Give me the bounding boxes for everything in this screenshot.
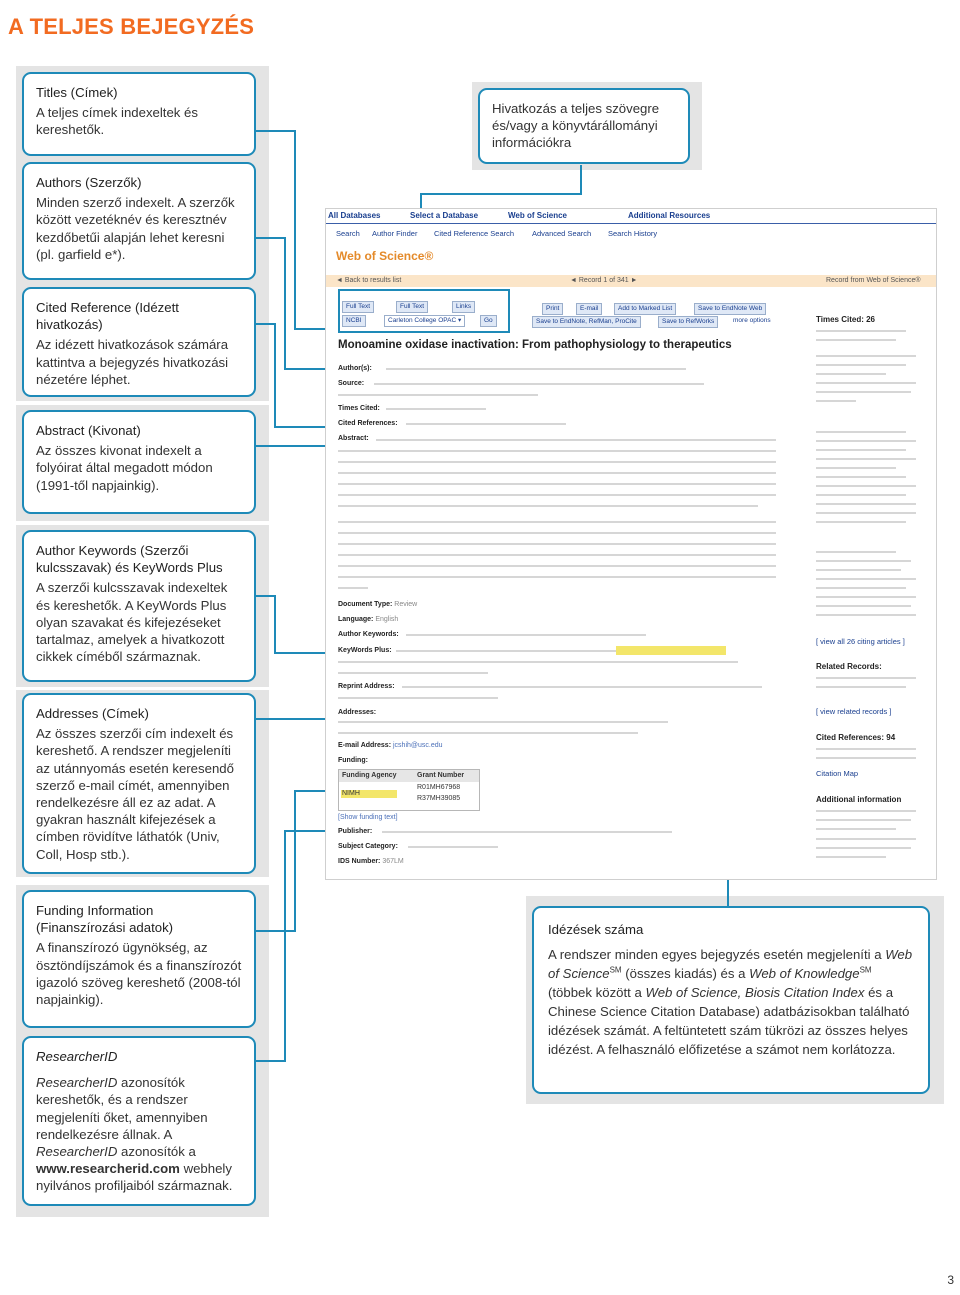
subject-line	[408, 846, 498, 848]
abstract-line-13	[338, 576, 776, 578]
side-cite-3-line-4	[816, 578, 916, 580]
side-cite-1-line-1	[816, 355, 916, 357]
publisher-row	[338, 828, 372, 835]
grant-number-2: R37MH39085	[417, 795, 461, 802]
author-keywords-row	[338, 631, 399, 638]
email-row	[338, 742, 443, 749]
abstract-line-7	[338, 505, 758, 507]
side-add-1-line-2	[816, 819, 911, 821]
side-cited-note-line-2	[816, 757, 916, 759]
side-cite-2-line-9	[816, 503, 916, 505]
publisher-line	[382, 831, 672, 833]
card-keywords	[22, 530, 256, 682]
citations-wok: Web of Knowledge	[749, 966, 860, 981]
researcherid-link[interactable]: www.researcherid.com	[36, 1161, 180, 1177]
side-cite-2-line-5	[816, 467, 896, 469]
tab-additional-resources[interactable]: Additional Resources	[628, 211, 711, 220]
connector-keywords	[255, 595, 275, 597]
side-cite-3-line-2	[816, 560, 911, 562]
record-title: Monoamine oxidase inactivation: From pathophysiology to therapeutics	[338, 339, 732, 351]
side-times-note-line-2	[816, 339, 896, 341]
endnote-web-button[interactable]: Save to EndNote Web	[694, 303, 766, 315]
reprint-line-1	[402, 686, 762, 688]
abstract-line-9	[338, 532, 776, 534]
card-researcherid-heading: ResearcherID	[36, 1049, 118, 1064]
subject-row	[338, 843, 398, 850]
kwplus-row	[338, 647, 392, 654]
kwplus-line-2	[338, 661, 738, 663]
record-position: ◄ Record 1 of 341 ►	[570, 277, 638, 284]
tab-select-database[interactable]: Select a Database	[410, 211, 479, 220]
email-button[interactable]: E-mail	[576, 303, 602, 315]
kwplus-line-1	[396, 650, 616, 652]
funding-row	[338, 757, 368, 764]
grant-number-1: R01MH67968	[417, 784, 461, 791]
side-cite-2-line-2	[816, 440, 916, 442]
abstract-line-6	[338, 494, 776, 496]
abstract-line-1	[376, 439, 776, 441]
card-authors-body: Minden szerző indexelt. A szerzők között vezetéknév és keresztnév kezdőbetűi alapján lehet keresni (pl. garfield e*).	[36, 195, 235, 262]
side-cite-1-line-6	[816, 400, 856, 402]
print-button[interactable]: Print	[542, 303, 563, 315]
card-cited-heading: Cited Reference (Idézett hivatkozás)	[36, 300, 179, 333]
links-highlight	[338, 289, 510, 333]
side-cite-1-line-4	[816, 382, 916, 384]
doctype-value: Review	[394, 601, 418, 608]
connector-funding	[255, 930, 295, 932]
abstract-line-14	[338, 587, 368, 589]
side-cite-2-line-7	[816, 485, 916, 487]
page-title: A TELJES BEJEGYZÉS	[8, 14, 255, 39]
abstract-line-5	[338, 483, 776, 485]
cited-refs-row	[338, 420, 398, 427]
card-researcherid-body	[36, 1074, 242, 1194]
side-related-heading: Related Records:	[816, 662, 882, 671]
language-label: Language:	[338, 616, 374, 623]
card-citations-body	[548, 945, 914, 1059]
reprint-label: Reprint Address:	[338, 683, 395, 690]
connector-authors	[255, 237, 285, 239]
language-row	[338, 616, 398, 623]
abstract-line-12	[338, 565, 776, 567]
card-funding	[22, 890, 256, 1028]
researcherid-text-2: azonosítók a	[117, 1144, 196, 1160]
side-times-note-line-1	[816, 330, 906, 332]
researcherid-term-1: ResearcherID	[36, 1075, 118, 1091]
author-keywords-label: Author Keywords:	[338, 631, 399, 638]
side-cite-2-line-1	[816, 431, 906, 433]
side-related-link[interactable]: [ view related records ]	[816, 707, 892, 716]
card-addresses-heading: Addresses (Címek)	[36, 706, 149, 721]
times-cited-label: Times Cited:	[338, 405, 380, 412]
card-titles	[22, 72, 256, 156]
show-funding-link[interactable]: [Show funding text]	[338, 814, 398, 821]
card-cited-body: Az idézett hivatkozások számára kattintva a bejegyzés hivatkozási nézetére léphet.	[36, 337, 229, 387]
cited-refs-line	[406, 423, 566, 425]
reprint-line-2	[338, 697, 498, 699]
connector-cited	[255, 323, 275, 325]
address-line-1	[338, 721, 668, 723]
abstract-line-10	[338, 543, 776, 545]
citations-text-1: A rendszer minden egyes bejegyzés esetén megjeleníti a	[548, 947, 886, 962]
card-titles-body: A teljes címek indexeltek és kereshetők.	[36, 105, 198, 138]
abstract-line-3	[338, 461, 776, 463]
side-cited-refs-heading: Cited References: 94	[816, 733, 896, 742]
marked-list-button[interactable]: Add to Marked List	[614, 303, 676, 315]
side-add-2-line-3	[816, 856, 886, 858]
side-add-1-line-3	[816, 828, 896, 830]
ids-value: 367LM	[382, 858, 404, 865]
funding-agency: NIMH	[342, 790, 360, 797]
doctype-label: Document Type:	[338, 601, 393, 608]
authors-label: Author(s):	[338, 365, 372, 372]
author-keywords-line	[406, 634, 646, 636]
side-related-note-line-2	[816, 686, 906, 688]
side-cite-1-line-5	[816, 391, 911, 393]
citations-sm-1: SM	[609, 965, 622, 975]
connector-funding-v	[294, 790, 296, 932]
subnav-cited-reference[interactable]: Cited Reference Search	[434, 229, 515, 238]
side-cite-2-line-3	[816, 449, 906, 451]
card-cited	[22, 287, 256, 397]
more-options-link[interactable]: more options	[733, 317, 771, 324]
ids-label: IDS Number:	[338, 858, 381, 865]
publisher-label: Publisher:	[338, 828, 373, 835]
card-funding-body: A finanszírozó ügynökség, az ösztöndíjszámok és a finanszírozót igazoló szöveg kereshető (2008-tól napjainkig).	[36, 940, 242, 1008]
abstract-label: Abstract:	[338, 435, 369, 442]
kwplus-line-3	[338, 672, 488, 674]
side-cited-note-line-1	[816, 748, 916, 750]
card-links-body: Hivatkozás a teljes szövegre és/vagy a könyvtárállományi információkra	[492, 101, 660, 151]
side-add-1-line-1	[816, 810, 916, 812]
connector-researcher	[255, 1060, 285, 1062]
doctype-row	[338, 601, 417, 608]
college-select[interactable]: Carleton College OPAC ▾	[384, 315, 465, 327]
addresses-row	[338, 709, 376, 716]
side-add-2-line-1	[816, 838, 916, 840]
side-cite-2-line-4	[816, 458, 916, 460]
abstract-line-4	[338, 472, 776, 474]
subnav-author-finder[interactable]: Author Finder	[372, 229, 418, 238]
authors-text-line	[386, 368, 686, 370]
citations-databases: Web of Science, Biosis Citation Index	[645, 985, 865, 1000]
side-cite-3-line-7	[816, 605, 911, 607]
page-number: 3	[947, 1273, 954, 1287]
times-cited-line	[386, 408, 486, 410]
source-text-line-2	[338, 394, 538, 396]
connector-researcher-v	[284, 830, 286, 1062]
card-titles-heading: Titles (Címek)	[36, 85, 118, 100]
side-additional-heading: Additional information	[816, 795, 902, 804]
connector-cited-v	[274, 323, 276, 428]
connector-titles-v	[294, 130, 296, 330]
side-cite-2-line-11	[816, 521, 906, 523]
card-researcherid	[22, 1036, 256, 1206]
addresses-label: Addresses:	[338, 709, 377, 716]
abstract-line-8	[338, 521, 776, 523]
wos-tabs	[326, 209, 936, 223]
card-citations-heading: Idézések száma	[548, 922, 644, 937]
links-button[interactable]: Links	[452, 301, 475, 313]
connector-titles	[255, 130, 295, 132]
card-abstract-heading: Abstract (Kivonat)	[36, 423, 141, 438]
source-text-line-1	[374, 383, 704, 385]
citations-text-2: (összes kiadás) és a	[621, 966, 750, 981]
researcherid-term-2: ResearcherID	[36, 1144, 118, 1160]
card-keywords-heading: Author Keywords (Szerzői kulcsszavak) és KeyWords Plus	[36, 543, 223, 576]
card-authors	[22, 162, 256, 280]
kwplus-label: KeyWords Plus:	[338, 647, 392, 654]
abstract-line-2	[338, 450, 776, 452]
side-cite-3-line-5	[816, 587, 906, 589]
citations-wos: Web of Science	[548, 947, 913, 981]
address-line-2	[338, 732, 638, 734]
ncbi-button[interactable]: NCBI	[342, 315, 366, 327]
connector-links-v	[580, 165, 582, 195]
source-label: Source:	[338, 380, 365, 387]
wos-logo: Web of Science®	[336, 249, 434, 263]
card-links	[478, 88, 690, 164]
tab-underline	[326, 223, 936, 224]
side-cite-3-line-6	[816, 596, 916, 598]
card-addresses	[22, 693, 256, 874]
card-abstract	[22, 410, 256, 514]
full-text-button-1[interactable]: Full Text	[342, 301, 374, 313]
save-endnote-button[interactable]: Save to EndNote, RefMan, ProCite	[532, 316, 641, 328]
full-text-button-2[interactable]: Full Text	[396, 301, 428, 313]
kwplus-highlight	[616, 646, 726, 655]
card-addresses-body: Az összes szerzői cím indexelt és kereshető. A rendszer megjeleníti az utánnyomás esetén keresendő szerző e-mail címét, amennyiben rendelkezésre áll ez az adat. A gyakran használt kifejezések a címben rövidítve láthatók (Univ, Coll, Hosp stb.).	[36, 726, 234, 862]
side-cite-2-line-8	[816, 494, 906, 496]
funding-header-agency: Funding Agency	[342, 772, 397, 779]
times-cited-row	[338, 405, 380, 412]
subject-label: Subject Category:	[338, 843, 398, 850]
side-cite-2-line-10	[816, 512, 916, 514]
side-add-2-line-2	[816, 847, 911, 849]
side-view-all-link[interactable]: [ view all 26 citing articles ]	[816, 637, 905, 646]
wos-screenshot	[325, 208, 937, 880]
side-cite-1-line-2	[816, 364, 906, 366]
go-button[interactable]: Go	[480, 315, 497, 327]
email-value[interactable]: jcshih@usc.edu	[393, 742, 443, 749]
cited-refs-label: Cited References:	[338, 420, 398, 427]
side-cite-3-line-8	[816, 614, 916, 616]
subnav-advanced[interactable]: Advanced Search	[532, 229, 592, 238]
card-keywords-body: A szerzői kulcsszavak indexeltek és kereshetők. A KeyWords Plus olyan szavakat és kifejezéseket tartalmaz, amelyek a hivatkozott cikkek címéből származnak.	[36, 580, 228, 665]
side-related-note-line-1	[816, 677, 916, 679]
citations-sm-2: SM	[859, 965, 872, 975]
tab-all-databases[interactable]: All Databases	[328, 211, 381, 220]
funding-header-grant: Grant Number	[417, 772, 465, 779]
side-cite-2-line-6	[816, 476, 906, 478]
subnav-search[interactable]: Search	[336, 229, 360, 238]
abstract-row	[338, 435, 369, 442]
reprint-row	[338, 683, 395, 690]
researcherid-text-3: webhely nyilvános profiljaiból származnak.	[36, 1161, 233, 1194]
side-citation-map-link[interactable]: Citation Map	[816, 769, 859, 778]
connector-links-h	[420, 193, 582, 195]
card-abstract-body: Az összes kivonat indexelt a folyóirat által megadott módon (1991-től napjainkig).	[36, 443, 213, 493]
side-cite-1-line-3	[816, 373, 886, 375]
citations-text-3: (többek között a	[548, 985, 646, 1000]
abstract-line-11	[338, 554, 776, 556]
back-to-results-link[interactable]: ◄ Back to results list	[336, 277, 402, 284]
side-cite-3-line-1	[816, 551, 896, 553]
side-times-cited: Times Cited: 26	[816, 315, 875, 324]
funding-table	[338, 769, 480, 811]
connector-authors-v	[284, 237, 286, 369]
card-citations	[532, 906, 930, 1094]
card-authors-heading: Authors (Szerzők)	[36, 175, 142, 190]
ids-row	[338, 858, 404, 865]
save-refworks-button[interactable]: Save to RefWorks	[658, 316, 718, 328]
authors-row	[338, 365, 372, 372]
source-row	[338, 380, 364, 387]
funding-label: Funding:	[338, 757, 368, 764]
record-nav-bar	[326, 275, 936, 287]
tab-web-of-science[interactable]: Web of Science	[508, 211, 567, 220]
side-cite-3-line-3	[816, 569, 901, 571]
language-value: English	[375, 616, 399, 623]
subnav-history[interactable]: Search History	[608, 229, 658, 238]
card-funding-heading: Funding Information (Finanszírozási adatok)	[36, 903, 174, 936]
connector-keywords-v	[274, 595, 276, 653]
citations-text-4: és a Chinese Science Citation Database) adatbázisokban található idézések számát. A feltüntetett szám tükrözi az összes helyes idézést. A felhasználó előfizetése a számot nem korlátozza.	[548, 985, 910, 1057]
record-source: Record from Web of Science®	[826, 277, 921, 284]
researcherid-text-1: azonosítók kereshetők, és a rendszer megjeleníti őket, amennyiben rendelkezésre állnak. A	[36, 1075, 208, 1142]
email-label: E-mail Address:	[338, 742, 392, 749]
